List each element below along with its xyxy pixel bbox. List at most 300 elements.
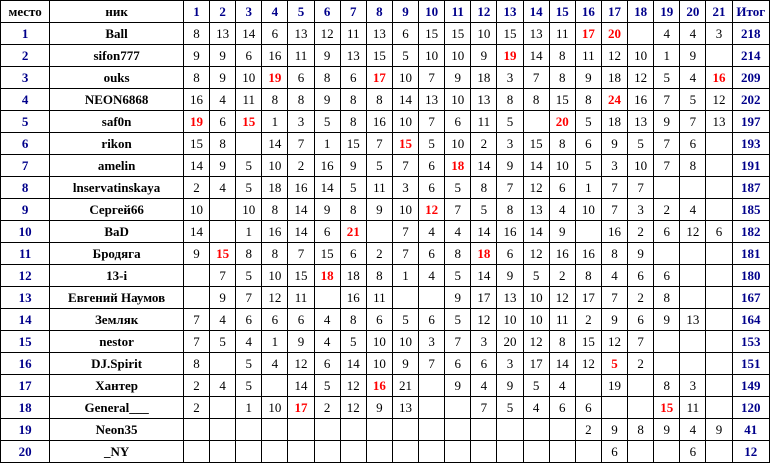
cell-score: 10 [262,397,288,419]
cell-score [236,441,262,463]
cell-score: 15 [288,265,314,287]
cell-score: 13 [497,287,523,309]
cell-score: 8 [366,265,392,287]
cell-score: 2 [471,133,497,155]
cell-score [706,441,732,463]
cell-score: 12 [340,375,366,397]
cell-score: 15 [445,23,471,45]
cell-score [680,287,706,309]
cell-score: 19 [183,111,209,133]
cell-score: 9 [601,309,627,331]
cell-score: 5 [497,111,523,133]
cell-score [706,243,732,265]
cell-score: 11 [549,309,575,331]
cell-score: 8 [575,89,601,111]
cell-score: 17 [575,287,601,309]
cell-score [706,309,732,331]
cell-score: 2 [314,397,340,419]
cell-score: 9 [314,89,340,111]
cell-score: 9 [654,111,680,133]
cell-score: 2 [288,155,314,177]
cell-score: 15 [366,45,392,67]
cell-score: 6 [262,23,288,45]
cell-score: 7 [419,67,445,89]
cell-score: 14 [183,221,209,243]
cell-score: 6 [210,111,236,133]
cell-score: 10 [392,199,418,221]
cell-score [654,331,680,353]
cell-score: 10 [392,331,418,353]
cell-score: 16 [340,287,366,309]
cell-score: 11 [288,287,314,309]
cell-score: 10 [575,199,601,221]
cell-score [706,155,732,177]
table-row [1,287,770,309]
cell-score: 15 [314,243,340,265]
header-round-17: 17 [601,1,627,23]
cell-score: 4 [262,353,288,375]
cell-score: 20 [497,331,523,353]
cell-score: 15 [575,331,601,353]
cell-score: 6 [314,221,340,243]
cell-score: 4 [419,265,445,287]
cell-score: 13 [523,199,549,221]
cell-score [680,353,706,375]
cell-score [419,441,445,463]
cell-score: 10 [392,111,418,133]
table-row [1,155,770,177]
cell-score: 16 [366,111,392,133]
cell-score: 17 [288,397,314,419]
cell-score: 17 [575,23,601,45]
cell-score [288,441,314,463]
cell-score: 6 [575,397,601,419]
cell-score: 17 [366,67,392,89]
cell-score: 13 [288,23,314,45]
cell-score: 9 [340,155,366,177]
cell-score: 5 [523,375,549,397]
table-row [1,419,770,441]
cell-score: 7 [183,309,209,331]
cell-score: 9 [210,287,236,309]
cell-nick: Neon35 [50,419,184,441]
cell-score: 12 [288,353,314,375]
cell-score [340,441,366,463]
cell-score: 10 [497,309,523,331]
cell-score [706,375,732,397]
header-round-7: 7 [340,1,366,23]
cell-score: 13 [419,89,445,111]
cell-score: 16 [549,243,575,265]
cell-score: 9 [314,45,340,67]
cell-score: 2 [628,353,654,375]
header-nick: ник [50,1,184,23]
cell-score: 10 [366,331,392,353]
cell-score: 2 [183,375,209,397]
cell-score: 6 [654,265,680,287]
table-row [1,89,770,111]
cell-nick: _NY [50,441,184,463]
cell-score: 14 [288,221,314,243]
cell-score: 5 [601,353,627,375]
header-round-4: 4 [262,1,288,23]
cell-total: 167 [732,287,769,309]
cell-score: 8 [288,89,314,111]
cell-score [706,397,732,419]
cell-place: 10 [1,221,50,243]
cell-place: 11 [1,243,50,265]
cell-score [628,441,654,463]
cell-score: 5 [471,199,497,221]
cell-score: 8 [523,89,549,111]
cell-score: 6 [628,309,654,331]
cell-score [497,441,523,463]
cell-score: 1 [392,265,418,287]
cell-score: 10 [628,155,654,177]
cell-score [680,243,706,265]
cell-score: 13 [680,309,706,331]
cell-score [601,397,627,419]
cell-score: 24 [601,89,627,111]
header-round-10: 10 [419,1,445,23]
cell-score: 10 [366,353,392,375]
cell-score: 4 [680,199,706,221]
cell-total: 182 [732,221,769,243]
cell-nick: rikon [50,133,184,155]
cell-score [680,265,706,287]
cell-total: 151 [732,353,769,375]
cell-score [654,353,680,375]
cell-score: 10 [183,199,209,221]
cell-place: 2 [1,45,50,67]
cell-score: 9 [366,199,392,221]
cell-score: 9 [366,397,392,419]
cell-score: 12 [628,67,654,89]
cell-score: 8 [549,67,575,89]
cell-score: 7 [392,221,418,243]
cell-score [628,375,654,397]
cell-score [392,441,418,463]
cell-score: 9 [445,375,471,397]
cell-total: 193 [732,133,769,155]
cell-score [523,441,549,463]
cell-score: 2 [628,221,654,243]
cell-score: 8 [549,133,575,155]
cell-place: 16 [1,353,50,375]
cell-score: 14 [471,155,497,177]
cell-score: 8 [549,45,575,67]
cell-score [523,419,549,441]
cell-score: 2 [183,397,209,419]
header-round-5: 5 [288,1,314,23]
cell-score: 13 [471,89,497,111]
cell-place: 6 [1,133,50,155]
cell-score: 3 [419,331,445,353]
cell-score: 10 [523,309,549,331]
table-row [1,177,770,199]
cell-score: 8 [262,89,288,111]
cell-score [706,353,732,375]
cell-total: 209 [732,67,769,89]
cell-nick: General___ [50,397,184,419]
cell-score: 4 [523,397,549,419]
cell-score [549,441,575,463]
cell-score: 3 [628,199,654,221]
cell-score [445,441,471,463]
cell-score: 14 [392,89,418,111]
cell-score: 7 [628,331,654,353]
cell-score: 5 [575,111,601,133]
cell-score: 7 [183,331,209,353]
cell-score: 5 [366,155,392,177]
cell-score: 14 [340,353,366,375]
cell-score: 3 [601,155,627,177]
cell-score: 6 [340,67,366,89]
cell-score: 16 [262,45,288,67]
cell-score: 6 [262,309,288,331]
cell-place: 12 [1,265,50,287]
table-row [1,309,770,331]
cell-total: 181 [732,243,769,265]
cell-score: 11 [366,177,392,199]
cell-score: 13 [628,111,654,133]
cell-score [706,265,732,287]
cell-score [392,419,418,441]
cell-score: 11 [680,397,706,419]
cell-score: 1 [575,177,601,199]
cell-score: 6 [288,309,314,331]
cell-score: 6 [445,353,471,375]
cell-score [210,199,236,221]
cell-score: 10 [419,45,445,67]
cell-score: 5 [654,67,680,89]
cell-nick: ouks [50,67,184,89]
cell-score: 6 [366,309,392,331]
cell-score: 12 [419,199,445,221]
cell-score: 19 [497,45,523,67]
cell-score [419,375,445,397]
cell-score: 8 [340,111,366,133]
cell-score: 7 [601,199,627,221]
cell-score: 4 [680,23,706,45]
cell-score: 8 [445,243,471,265]
cell-score: 10 [392,67,418,89]
cell-score: 9 [654,419,680,441]
cell-place: 5 [1,111,50,133]
cell-score: 6 [628,265,654,287]
cell-score: 14 [549,353,575,375]
cell-score: 15 [236,111,262,133]
cell-score: 19 [262,67,288,89]
table-row [1,243,770,265]
cell-score: 16 [288,177,314,199]
cell-score: 18 [314,265,340,287]
cell-score: 9 [497,375,523,397]
cell-score: 10 [445,133,471,155]
cell-place: 3 [1,67,50,89]
cell-score [549,419,575,441]
cell-score: 4 [654,23,680,45]
cell-score: 10 [523,287,549,309]
cell-score: 7 [601,287,627,309]
table-row [1,353,770,375]
header-round-2: 2 [210,1,236,23]
cell-score: 6 [340,243,366,265]
cell-score: 9 [706,419,732,441]
cell-score: 5 [445,265,471,287]
header-round-21: 21 [706,1,732,23]
cell-score: 18 [601,111,627,133]
cell-score: 6 [288,67,314,89]
cell-total: 41 [732,419,769,441]
cell-score [575,375,601,397]
cell-score: 12 [340,397,366,419]
cell-score: 16 [601,221,627,243]
cell-score [340,419,366,441]
cell-place: 14 [1,309,50,331]
cell-score: 5 [314,111,340,133]
cell-score: 7 [236,287,262,309]
cell-score [654,177,680,199]
cell-score: 9 [445,67,471,89]
cell-score [366,221,392,243]
cell-score: 14 [183,155,209,177]
cell-score: 8 [183,67,209,89]
cell-score: 15 [340,133,366,155]
cell-nick: Хантер [50,375,184,397]
cell-score: 20 [601,23,627,45]
cell-score: 14 [314,177,340,199]
cell-score: 1 [654,45,680,67]
table-row [1,331,770,353]
cell-score: 18 [471,243,497,265]
cell-score: 5 [523,265,549,287]
cell-score: 15 [654,397,680,419]
cell-score: 6 [419,177,445,199]
cell-score: 3 [288,111,314,133]
cell-score: 8 [366,89,392,111]
cell-score: 20 [549,111,575,133]
cell-score: 7 [654,133,680,155]
cell-score [523,111,549,133]
cell-score: 5 [392,45,418,67]
cell-score: 8 [340,89,366,111]
cell-score: 10 [236,199,262,221]
cell-score [236,133,262,155]
cell-score: 6 [575,133,601,155]
cell-score [210,397,236,419]
cell-score [706,287,732,309]
cell-score: 4 [601,265,627,287]
cell-score: 1 [236,397,262,419]
cell-score: 12 [680,221,706,243]
cell-score: 10 [262,265,288,287]
cell-score: 6 [392,23,418,45]
cell-score: 18 [262,177,288,199]
cell-score [471,419,497,441]
cell-score: 8 [262,199,288,221]
cell-score: 9 [601,419,627,441]
cell-score: 12 [549,287,575,309]
cell-score: 18 [601,67,627,89]
table-row [1,397,770,419]
cell-score: 7 [601,177,627,199]
cell-score: 10 [549,155,575,177]
cell-score: 15 [210,243,236,265]
cell-score [419,419,445,441]
cell-score: 5 [445,309,471,331]
cell-score [183,419,209,441]
cell-score [236,419,262,441]
table-row [1,67,770,89]
cell-place: 4 [1,89,50,111]
cell-score: 8 [654,287,680,309]
cell-total: 218 [732,23,769,45]
cell-score: 6 [445,111,471,133]
cell-total: 187 [732,177,769,199]
cell-score: 5 [236,375,262,397]
cell-score: 5 [340,177,366,199]
cell-score: 5 [236,155,262,177]
cell-place: 9 [1,199,50,221]
cell-score: 14 [523,221,549,243]
cell-score: 5 [680,89,706,111]
cell-score: 11 [549,23,575,45]
cell-score: 10 [236,67,262,89]
header-round-8: 8 [366,1,392,23]
cell-score: 14 [288,199,314,221]
cell-score: 12 [706,89,732,111]
header-round-11: 11 [445,1,471,23]
cell-score: 8 [575,265,601,287]
cell-score [210,353,236,375]
cell-score [575,221,601,243]
cell-score: 4 [210,177,236,199]
cell-score [392,287,418,309]
cell-score [419,397,445,419]
cell-score [314,419,340,441]
cell-score [419,287,445,309]
cell-score: 9 [471,45,497,67]
cell-score: 2 [183,177,209,199]
cell-nick: BaD [50,221,184,243]
cell-score [183,441,209,463]
cell-score: 6 [654,221,680,243]
cell-score: 4 [445,221,471,243]
cell-score [654,243,680,265]
cell-score: 6 [419,243,445,265]
cell-score: 9 [628,243,654,265]
cell-score: 13 [340,45,366,67]
cell-score: 8 [340,199,366,221]
cell-score: 7 [497,177,523,199]
header-round-14: 14 [523,1,549,23]
table-row [1,221,770,243]
cell-score: 5 [445,177,471,199]
header-round-1: 1 [183,1,209,23]
cell-score: 9 [601,133,627,155]
cell-score: 2 [366,243,392,265]
cell-score: 6 [680,441,706,463]
cell-score: 4 [314,309,340,331]
cell-score: 6 [497,243,523,265]
cell-score: 3 [392,177,418,199]
cell-score [706,177,732,199]
cell-score: 21 [340,221,366,243]
cell-score: 1 [262,331,288,353]
cell-score: 9 [183,243,209,265]
cell-nick: NEON6868 [50,89,184,111]
